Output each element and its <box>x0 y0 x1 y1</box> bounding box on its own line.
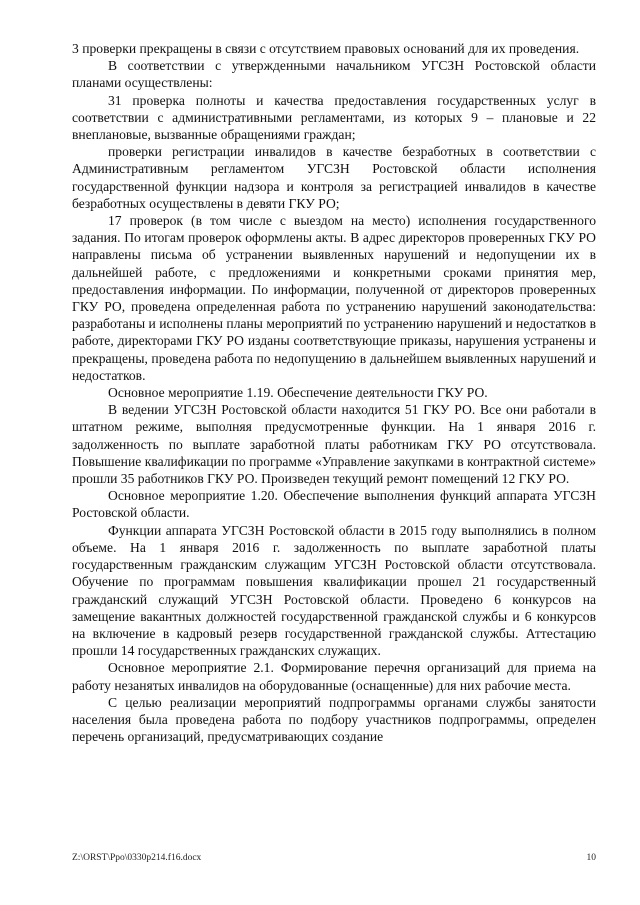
paragraph-service-quality-checks: 31 проверка полноты и качества предоставления государственных услуг в соответствии с административными регламентами, из которых 9 – плановые и 22 внеплановые, вызванные обращениями граждан; <box>72 92 596 143</box>
footer-page-number: 10 <box>586 853 596 863</box>
paragraph-state-assignment-checks: 17 проверок (в том числе с выездом на место) исполнения государственного задания. По итогам проверок оформлены акты. В адрес директоров проверенных ГКУ РО направлены письма об устранении выявленных нарушений и недопущении их в дальнейшей работе, с предложениями и конкретными сроками принятия мер, предоставления информации. По информации, полученной от директоров проверенных ГКУ РО, проведена определенная работа по устранению нарушений законодательства: разработаны и исполнены планы мероприятий по устранению нарушений и недостатков в работе, директорами ГКУ РО изданы соответствующие приказы, нарушения устранены и прекращены, проведена работа по недопущению в дальнейшем выявленных нарушений и недостатков. <box>72 213 596 383</box>
paragraph-activity-2-1-heading: Основное мероприятие 2.1. Формирование перечня организаций для приема на работу незанятых инвалидов на оборудованные (оснащенные) для них рабочие места. <box>72 660 596 693</box>
paragraph-activity-1-19-body: В ведении УГСЗН Ростовской области находится 51 ГКУ РО. Все они работали в штатном режиме, выполняя предусмотренные функции. На 1 января 2016 г. задолженность по выплате заработной платы работникам ГКУ РО отсутствовала. Повышение квалификации по программе «Управление закупками в контрактной системе» прошли 35 работников ГКУ РО. Произведен текущий ремонт помещений 12 ГКУ РО. <box>72 402 596 487</box>
paragraph-checks-terminated: 3 проверки прекращены в связи с отсутствием правовых оснований для их проведения. <box>72 41 580 56</box>
paragraph-disabled-registration-checks: проверки регистрации инвалидов в качестве безработных в соответствии с Административным регламентом УГСЗН Ростовской области исполнения государственной функции надзора и контроля за регистрацией инвалидов в качестве безработных осуществлены в девяти ГКУ РО; <box>72 144 596 211</box>
paragraph-subprogram-participants: С целью реализации мероприятий подпрограммы органами службы занятости населения была проведена работа по подбору участников подпрограммы, определен перечень организаций, предусматривающих создание <box>72 694 596 745</box>
paragraph-plans-intro: В соответствии с утвержденными начальником УГСЗН Ростовской области планами осуществлены: <box>72 58 596 91</box>
paragraph-activity-1-20-heading: Основное мероприятие 1.20. Обеспечение выполнения функций аппарата УГСЗН Ростовской области. <box>72 488 596 521</box>
footer-file-path: Z:\ORST\Ppo\0330p214.f16.docx <box>72 853 202 863</box>
paragraph-activity-1-19-heading: Основное мероприятие 1.19. Обеспечение деятельности ГКУ РО. <box>108 385 488 401</box>
document-page <box>72 40 596 745</box>
paragraph-activity-1-20-body: Функции аппарата УГСЗН Ростовской области в 2015 году выполнялись в полном объеме. На 1 января 2016 г. задолженность по выплате заработной платы государственным гражданским служащим УГСЗН Ростовской области отсутствовала. Обучение по программам повышения квалификации прошел 21 государственный гражданский служащий УГСЗН Ростовской области. Проведено 6 конкурсов на замещение вакантных должностей государственной гражданской службы и 6 конкурсов на включение в кадровый резерв государственной гражданской службы. Аттестацию прошли 14 государственных гражданских служащих. <box>72 522 596 659</box>
